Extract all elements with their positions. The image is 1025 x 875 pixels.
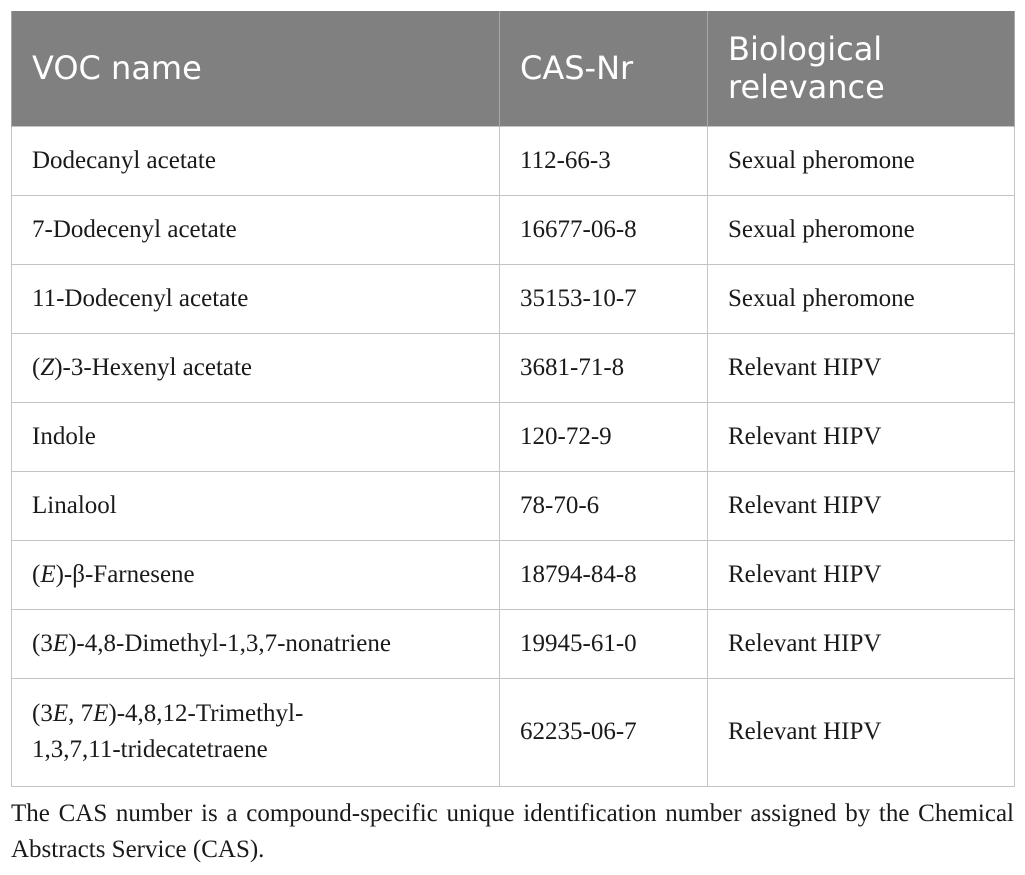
name-text: 11-Dodecenyl acetate bbox=[32, 284, 249, 312]
cell-biological-relevance: Relevant HIPV bbox=[708, 333, 1015, 402]
cell-biological-relevance: Relevant HIPV bbox=[708, 402, 1015, 471]
name-text: Linalool bbox=[32, 491, 117, 519]
cell-cas-number: 16677-06-8 bbox=[500, 195, 708, 264]
header-cas-nr: CAS-Nr bbox=[500, 11, 708, 126]
cell-cas-number: 3681-71-8 bbox=[500, 333, 708, 402]
name-text: )-3-Hexenyl acetate bbox=[54, 353, 253, 381]
cell-biological-relevance: Sexual pheromone bbox=[708, 126, 1015, 195]
table-row bbox=[12, 609, 1015, 678]
cell-cas-number: 62235-06-7 bbox=[500, 678, 708, 786]
name-text: , 7 bbox=[68, 700, 94, 727]
stereo-descriptor: E bbox=[52, 700, 69, 727]
name-text: )-4,8-Dimethyl-1,3,7-nonatriene bbox=[68, 629, 391, 657]
header-biological-relevance: Biological relevance bbox=[708, 11, 1015, 126]
cell-cas-number: 18794-84-8 bbox=[500, 540, 708, 609]
cell-voc-name bbox=[12, 126, 500, 195]
cell-voc-name bbox=[12, 471, 500, 540]
cell-biological-relevance: Sexual pheromone bbox=[708, 195, 1015, 264]
header-voc-name: VOC name bbox=[12, 11, 500, 126]
stereo-descriptor: E bbox=[40, 560, 56, 588]
cell-voc-name bbox=[12, 333, 500, 402]
name-text: )-β-Farnesene bbox=[55, 560, 195, 588]
name-text: (3 bbox=[32, 629, 53, 657]
table-row bbox=[12, 126, 1015, 195]
cell-voc-name bbox=[12, 609, 500, 678]
name-text: ( bbox=[32, 353, 41, 381]
table-row bbox=[12, 540, 1015, 609]
cell-cas-number: 120-72-9 bbox=[500, 402, 708, 471]
cell-cas-number: 19945-61-0 bbox=[500, 609, 708, 678]
name-text: Dodecanyl acetate bbox=[32, 146, 216, 174]
header-row bbox=[12, 11, 1015, 126]
name-text: 7-Dodecenyl acetate bbox=[32, 215, 237, 243]
cell-voc-name bbox=[12, 195, 500, 264]
table-row bbox=[12, 195, 1015, 264]
cell-biological-relevance: Relevant HIPV bbox=[708, 609, 1015, 678]
stereo-descriptor: E bbox=[93, 700, 109, 727]
table-body bbox=[12, 126, 1015, 786]
table-row bbox=[12, 264, 1015, 333]
voc-table bbox=[11, 11, 1015, 787]
stereo-descriptor: Z bbox=[40, 353, 55, 381]
stereo-descriptor: E bbox=[52, 629, 69, 657]
cell-voc-name bbox=[12, 540, 500, 609]
cell-cas-number: 78-70-6 bbox=[500, 471, 708, 540]
name-text: ( bbox=[32, 560, 41, 588]
voc-table-container bbox=[11, 11, 1014, 787]
cell-voc-name bbox=[12, 264, 500, 333]
cell-cas-number: 112-66-3 bbox=[500, 126, 708, 195]
cell-biological-relevance: Relevant HIPV bbox=[708, 471, 1015, 540]
cell-biological-relevance: Sexual pheromone bbox=[708, 264, 1015, 333]
table-header bbox=[12, 11, 1015, 126]
name-text: (3 bbox=[32, 700, 53, 727]
table-row bbox=[12, 678, 1015, 786]
table-row bbox=[12, 333, 1015, 402]
cell-voc-name bbox=[12, 402, 500, 471]
name-text: )-4,8,12-Trimethyl-1,3,7,11-tridecatetraene bbox=[32, 700, 304, 763]
cell-biological-relevance: Relevant HIPV bbox=[708, 540, 1015, 609]
cell-cas-number: 35153-10-7 bbox=[500, 264, 708, 333]
cell-biological-relevance: Relevant HIPV bbox=[708, 678, 1015, 786]
table-row bbox=[12, 471, 1015, 540]
table-footnote: The CAS number is a compound-specific unique identification number assigned by the Chemical Abstracts Service (CAS). bbox=[11, 800, 1014, 863]
table-row bbox=[12, 402, 1015, 471]
name-text: Indole bbox=[32, 422, 96, 450]
cell-voc-name bbox=[12, 678, 500, 786]
